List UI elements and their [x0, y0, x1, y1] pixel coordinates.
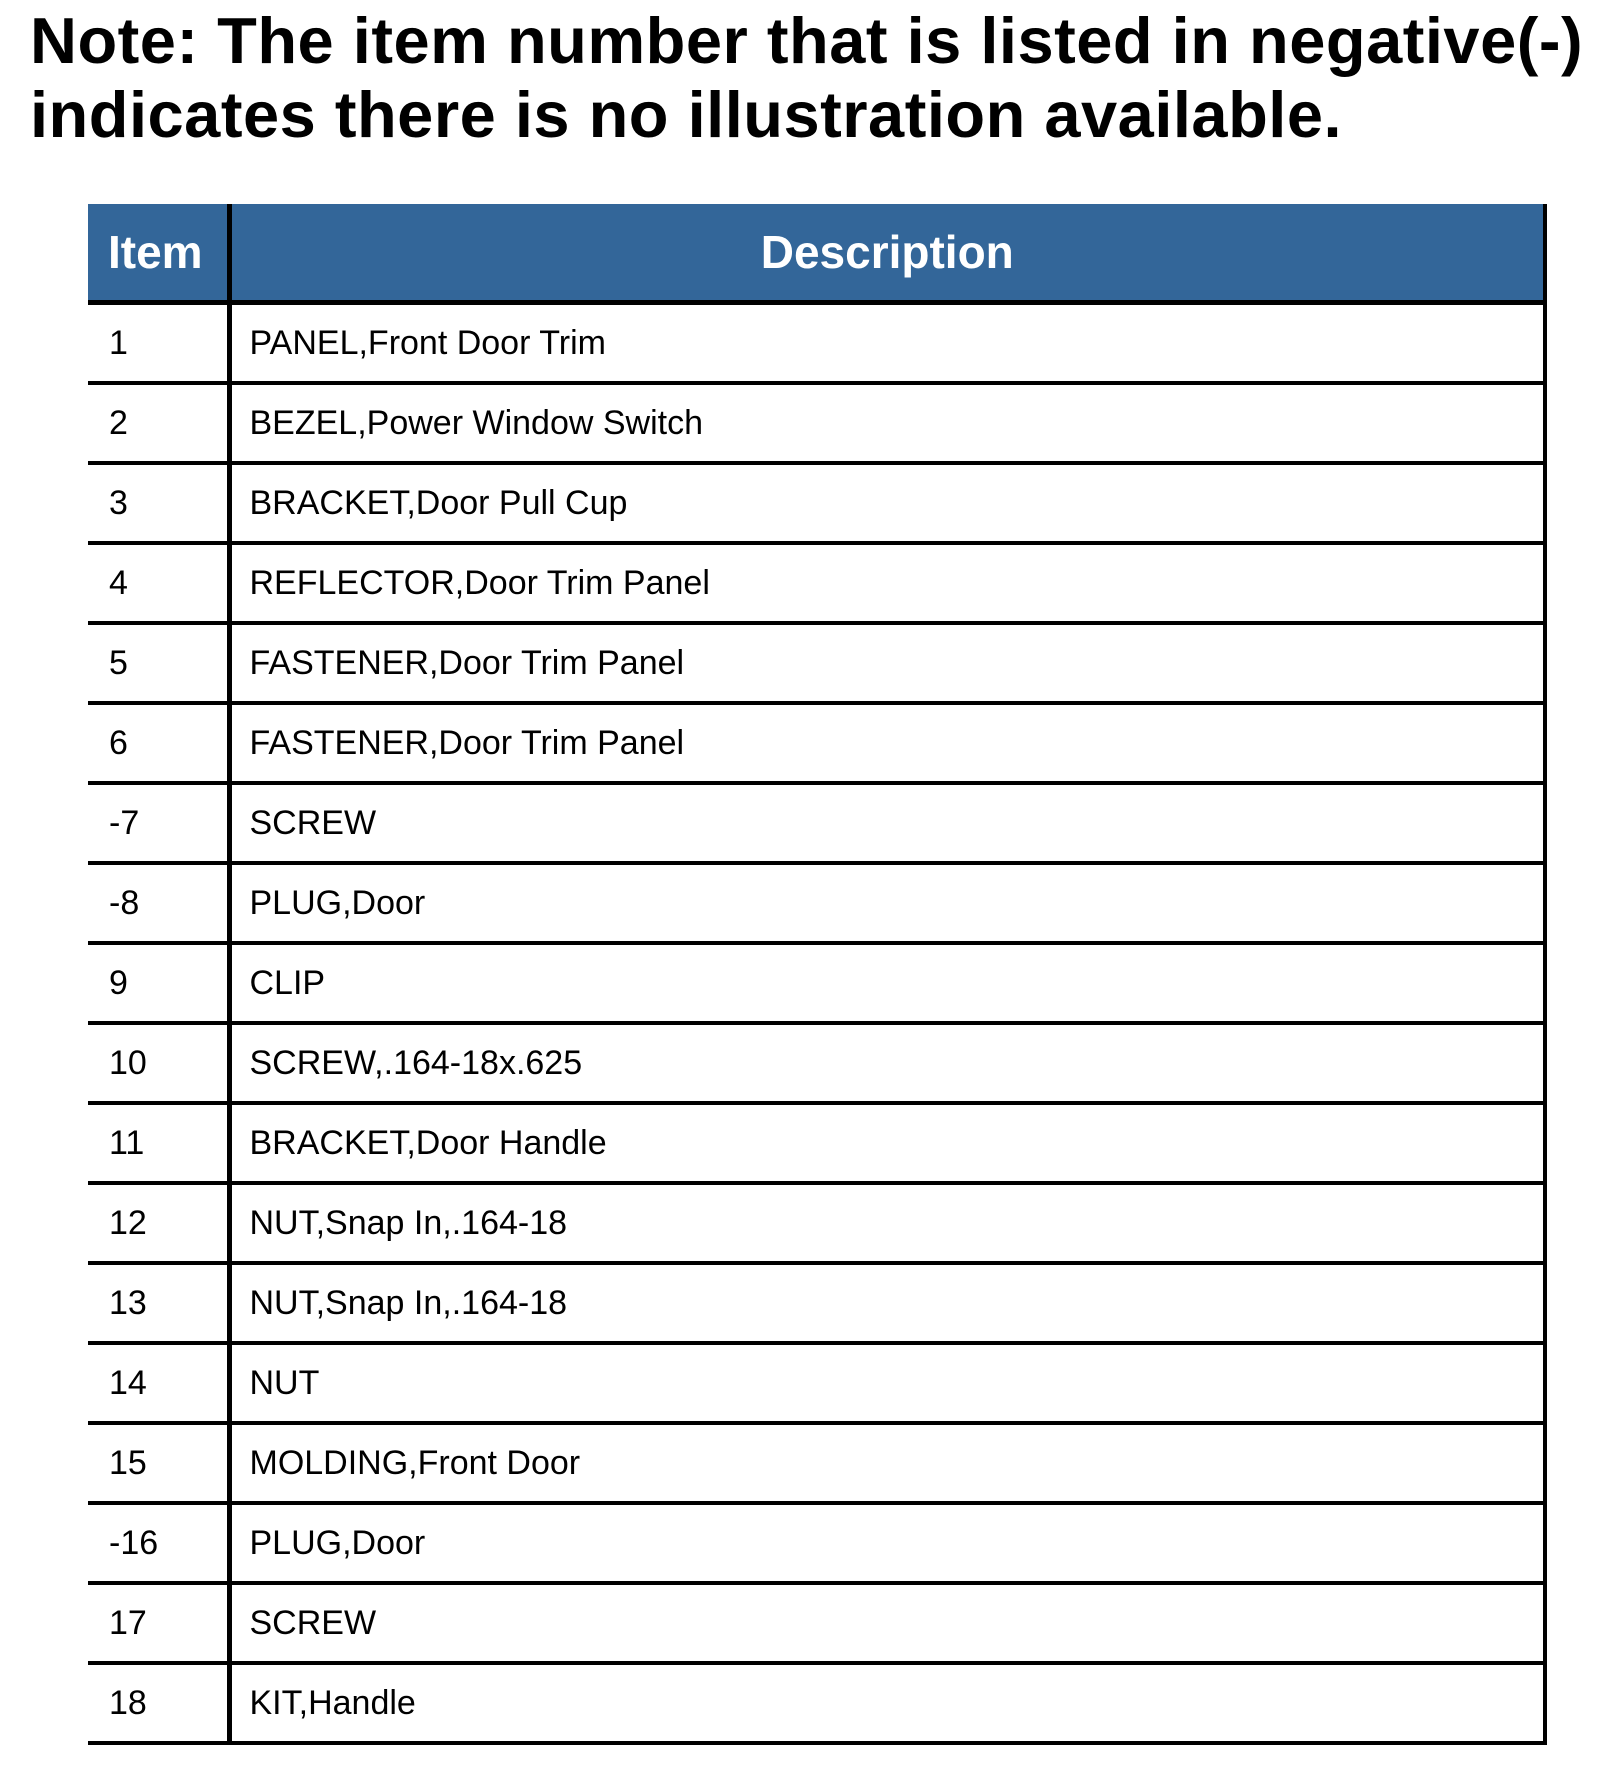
- item-number-cell: 11: [88, 1103, 229, 1183]
- description-cell: PANEL,Front Door Trim: [229, 303, 1545, 384]
- item-column-header: Item: [88, 204, 229, 303]
- description-cell: SCREW,.164-18x.625: [229, 1023, 1545, 1103]
- item-number-cell: -16: [88, 1503, 229, 1583]
- table-header: [88, 204, 1545, 303]
- description-cell: BRACKET,Door Pull Cup: [229, 463, 1545, 543]
- table-row: [88, 623, 1545, 703]
- item-number-cell: 15: [88, 1423, 229, 1503]
- description-cell: REFLECTOR,Door Trim Panel: [229, 543, 1545, 623]
- table-row: [88, 1103, 1545, 1183]
- item-number-cell: 12: [88, 1183, 229, 1263]
- item-number-cell: 4: [88, 543, 229, 623]
- description-cell: MOLDING,Front Door: [229, 1423, 1545, 1503]
- description-cell: NUT,Snap In,.164-18: [229, 1183, 1545, 1263]
- description-cell: SCREW: [229, 1583, 1545, 1663]
- description-cell: BEZEL,Power Window Switch: [229, 383, 1545, 463]
- table-row: [88, 1663, 1545, 1743]
- parts-table: [88, 204, 1547, 1745]
- description-cell: PLUG,Door: [229, 863, 1545, 943]
- item-number-cell: 1: [88, 303, 229, 384]
- table-row: [88, 943, 1545, 1023]
- item-number-cell: 9: [88, 943, 229, 1023]
- table-row: [88, 1183, 1545, 1263]
- description-cell: FASTENER,Door Trim Panel: [229, 703, 1545, 783]
- table-body: [88, 303, 1545, 1744]
- table-row: [88, 1503, 1545, 1583]
- item-number-cell: -7: [88, 783, 229, 863]
- table-row: [88, 1423, 1545, 1503]
- description-cell: NUT: [229, 1343, 1545, 1423]
- table-row: [88, 1263, 1545, 1343]
- description-cell: CLIP: [229, 943, 1545, 1023]
- table-row: [88, 863, 1545, 943]
- table-row: [88, 383, 1545, 463]
- description-cell: NUT,Snap In,.164-18: [229, 1263, 1545, 1343]
- item-number-cell: 14: [88, 1343, 229, 1423]
- item-number-cell: -8: [88, 863, 229, 943]
- table-row: [88, 1583, 1545, 1663]
- table-row: [88, 463, 1545, 543]
- item-number-cell: 6: [88, 703, 229, 783]
- item-number-cell: 2: [88, 383, 229, 463]
- note-line-1: Note: The item number that is listed in negative(-): [30, 4, 1584, 77]
- description-cell: FASTENER,Door Trim Panel: [229, 623, 1545, 703]
- item-number-cell: 10: [88, 1023, 229, 1103]
- description-cell: SCREW: [229, 783, 1545, 863]
- description-cell: KIT,Handle: [229, 1663, 1545, 1743]
- item-number-cell: 13: [88, 1263, 229, 1343]
- description-cell: PLUG,Door: [229, 1503, 1545, 1583]
- item-number-cell: 17: [88, 1583, 229, 1663]
- note-heading: [30, 4, 1590, 152]
- description-column-header: Description: [229, 204, 1545, 303]
- table-row: [88, 783, 1545, 863]
- note-line-2: indicates there is no illustration available.: [30, 78, 1343, 151]
- item-number-cell: 3: [88, 463, 229, 543]
- header-row: [88, 204, 1545, 303]
- item-number-cell: 5: [88, 623, 229, 703]
- description-cell: BRACKET,Door Handle: [229, 1103, 1545, 1183]
- table-row: [88, 1343, 1545, 1423]
- table-row: [88, 303, 1545, 384]
- table-row: [88, 703, 1545, 783]
- item-number-cell: 18: [88, 1663, 229, 1743]
- table-row: [88, 543, 1545, 623]
- table-row: [88, 1023, 1545, 1103]
